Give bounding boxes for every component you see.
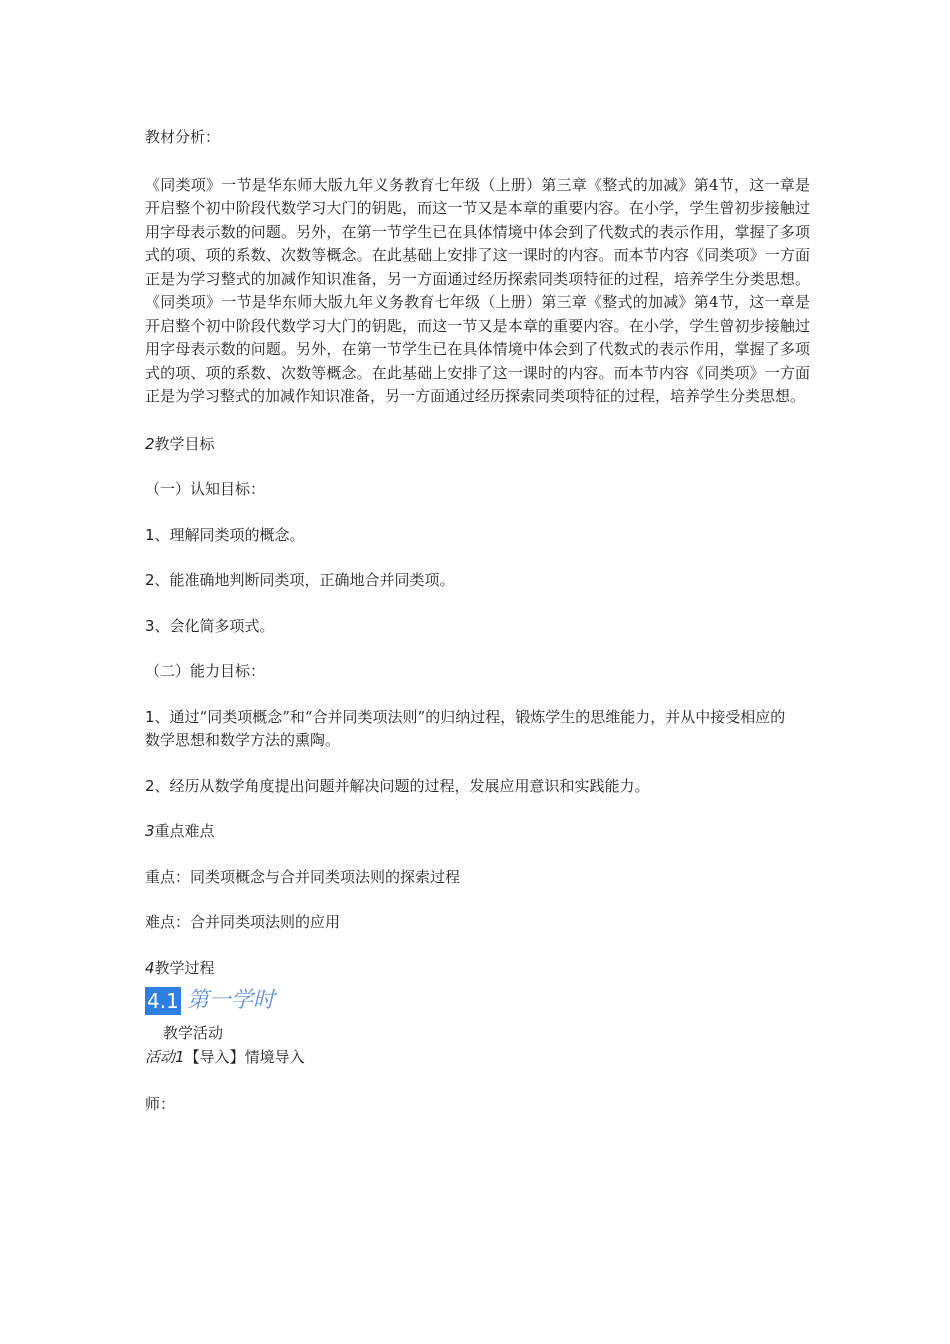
document-page <box>145 126 810 1117</box>
subsection-heading <box>145 986 810 1016</box>
analysis-paragraph: 《同类项》一节是华东师大版九年义务教育七年级（上册）第三章《整式的加减》第4节，这一章是开启整个初中阶段代数学习大门的钥匙，而这一节又是本章的重要内容。在小学，学生曾初步接触过用字母表示数的问题。另外，在第一节学生已在具体情境中体会到了代数式的表示作用，掌握了多项式的项、项的系数、次数等概念。在此基础上安排了这一课时的内容。而本节内容《同类项》一方面正是为学习整式的加减作知识准备，另一方面通过经历探索同类项特征的过程，培养学生分类思想。《同类项》一节是华东师大版九年义务教育七年级（上册）第三章《整式的加减》第4节，这一章是开启整个初中阶段代数学习大门的钥匙，而这一节又是本章的重要内容。在小学，学生曾初步接触过用字母表示数的问题。另外，在第一节学生已在具体情境中体会到了代数式的表示作用，掌握了多项式的项、项的系数、次数等概念。在此基础上安排了这一课时的内容。而本节内容《同类项》一方面正是为学习整式的加减作知识准备，另一方面通过经历探索同类项特征的过程，培养学生分类思想。 <box>145 175 810 405</box>
cognitive-goal-item: 2、能准确地判断同类项，正确地合并同类项。 <box>145 571 455 589</box>
key-heading <box>145 820 810 844</box>
difficult-point: 难点：合并同类项法则的应用 <box>145 913 341 931</box>
cognitive-goal-item: 1、理解同类项的概念。 <box>145 525 305 544</box>
process-heading <box>145 957 810 981</box>
key-point: 重点：同类项概念与合并同类项法则的探索过程 <box>145 867 461 886</box>
process-heading-number: 4 <box>145 958 155 977</box>
activities-label: 教学活动 <box>163 1024 224 1042</box>
goals-heading <box>145 433 810 457</box>
analysis-title: 教材分析： <box>145 128 221 146</box>
cognitive-goals-title: （一）认知目标： <box>145 480 266 498</box>
subsection-number: 4.1 <box>147 989 179 1013</box>
teacher-label: 师： <box>145 1095 176 1113</box>
ability-goal-item: 2、经历从数学角度提出问题并解决问题的过程，发展应用意识和实践能力。 <box>145 776 650 795</box>
ability-goal-item: 1、通过“同类项概念”和“合并同类项法则”的归纳过程，锻炼学生的思维能力，并从中接受相应的数学思想和数学方法的熏陶。 <box>145 707 786 749</box>
subsection-title: 第一学时 <box>186 988 275 1014</box>
ability-goals-title: （二）能力目标： <box>145 662 266 680</box>
goals-heading-text: 教学目标 <box>154 434 215 453</box>
key-heading-number: 3 <box>145 822 155 840</box>
activity-heading: 活动1【导入】情境导入 <box>145 1047 305 1066</box>
key-heading-text: 重点难点 <box>154 822 215 840</box>
goals-heading-number: 2 <box>145 434 155 453</box>
process-heading-text: 教学过程 <box>154 958 215 977</box>
cognitive-goal-item: 3、会化简多项式。 <box>145 616 275 635</box>
